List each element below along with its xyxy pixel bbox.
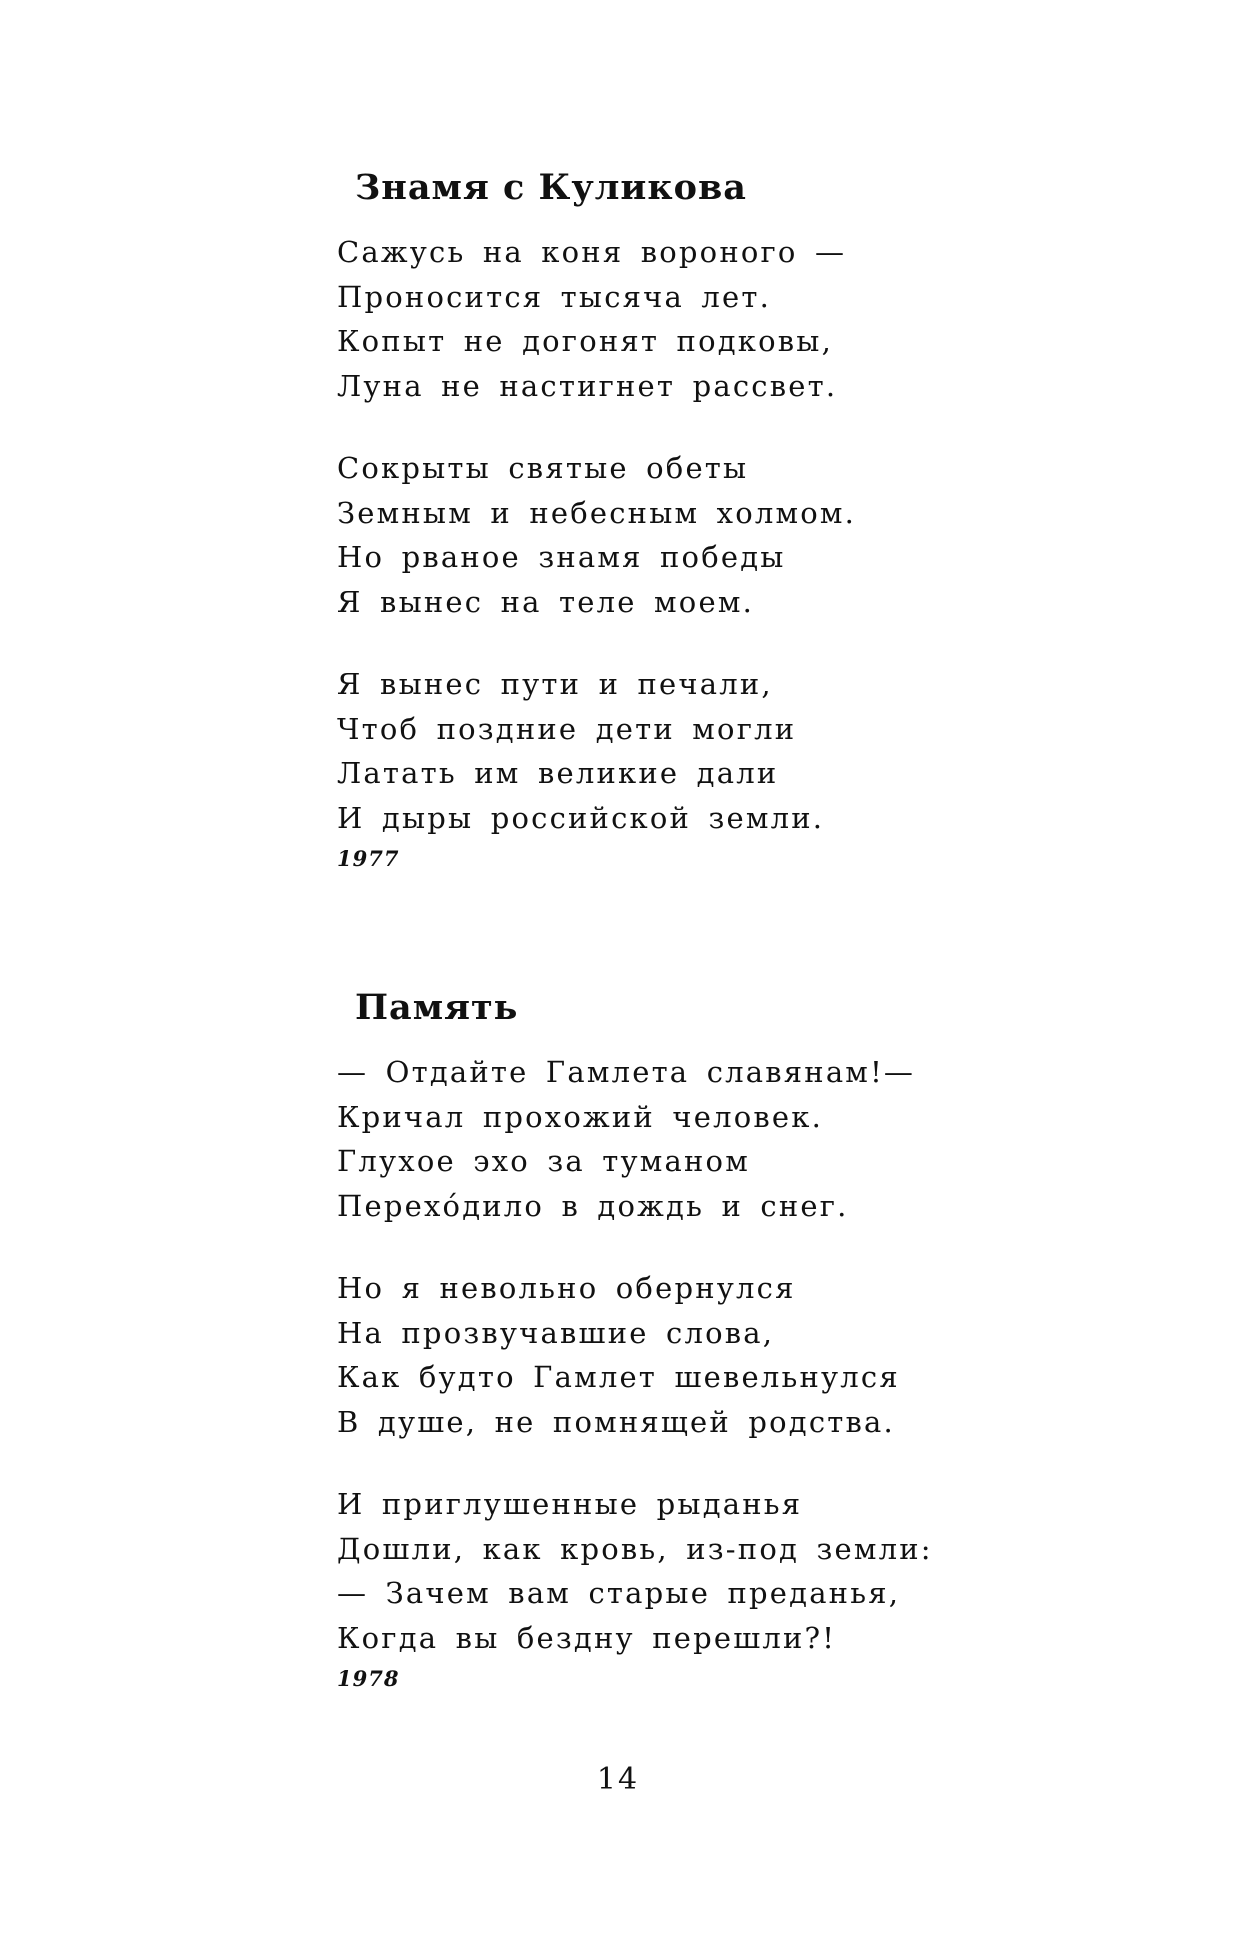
stanza bbox=[337, 446, 1097, 624]
poem-line: Перехо́дило в дождь и снег. bbox=[337, 1188, 849, 1223]
poem-znamya-s-kulikova bbox=[337, 158, 1097, 876]
stanza bbox=[337, 1482, 1097, 1660]
page-number: 14 bbox=[596, 1762, 640, 1797]
poem-line: Глухое эхо за туманом bbox=[337, 1144, 750, 1178]
poem-line: Но я невольно обернулся bbox=[337, 1271, 796, 1305]
poem-line: В душе, не помнящей родства. bbox=[337, 1404, 895, 1439]
poem-line: На прозвучавшие слова, bbox=[337, 1315, 775, 1350]
poem-line: Сажусь на коня вороного — bbox=[337, 235, 847, 269]
poem-date: 1977 bbox=[337, 846, 400, 871]
poem-line: — Отдайте Гамлета славянам!— bbox=[337, 1055, 916, 1089]
poem-line: Как будто Гамлет шевельнулся bbox=[337, 1360, 900, 1394]
stanza bbox=[337, 662, 1097, 840]
poem-line: Я вынес пути и печали, bbox=[337, 667, 773, 701]
stanza bbox=[337, 230, 1097, 408]
poem-title: Память bbox=[355, 987, 519, 1028]
poem-line: — Зачем вам старые преданья, bbox=[337, 1576, 901, 1610]
stanza bbox=[337, 1266, 1097, 1444]
poem-line: Копыт не догонят подковы, bbox=[337, 324, 833, 358]
poem-line: Земным и небесным холмом. bbox=[337, 495, 857, 530]
poem-line: И дыры российской земли. bbox=[337, 800, 825, 835]
poem-line: Я вынес на теле моем. bbox=[337, 584, 754, 619]
poem-line: Дошли, как кровь, из-под земли: bbox=[337, 1531, 933, 1566]
stanza bbox=[337, 1050, 1097, 1228]
poem-line: Кричал прохожий человек. bbox=[337, 1099, 824, 1134]
poem-line: И приглушенные рыданья bbox=[337, 1487, 803, 1521]
poem-line: Сокрыты святые обеты bbox=[337, 451, 749, 485]
poem-title: Знамя с Куликова bbox=[355, 167, 747, 208]
poem-line: Проносится тысяча лет. bbox=[337, 279, 772, 314]
poem-line: Но рваное знамя победы bbox=[337, 540, 786, 574]
poem-line: Латать им великие дали bbox=[337, 756, 779, 790]
poem-line: Чтоб поздние дети могли bbox=[337, 711, 797, 746]
poem-line: Когда вы бездну перешли?! bbox=[337, 1620, 837, 1655]
poem-pamyat bbox=[337, 978, 1097, 1696]
poem-line: Луна не настигнет рассвет. bbox=[337, 368, 838, 403]
poem-date: 1978 bbox=[337, 1666, 400, 1691]
